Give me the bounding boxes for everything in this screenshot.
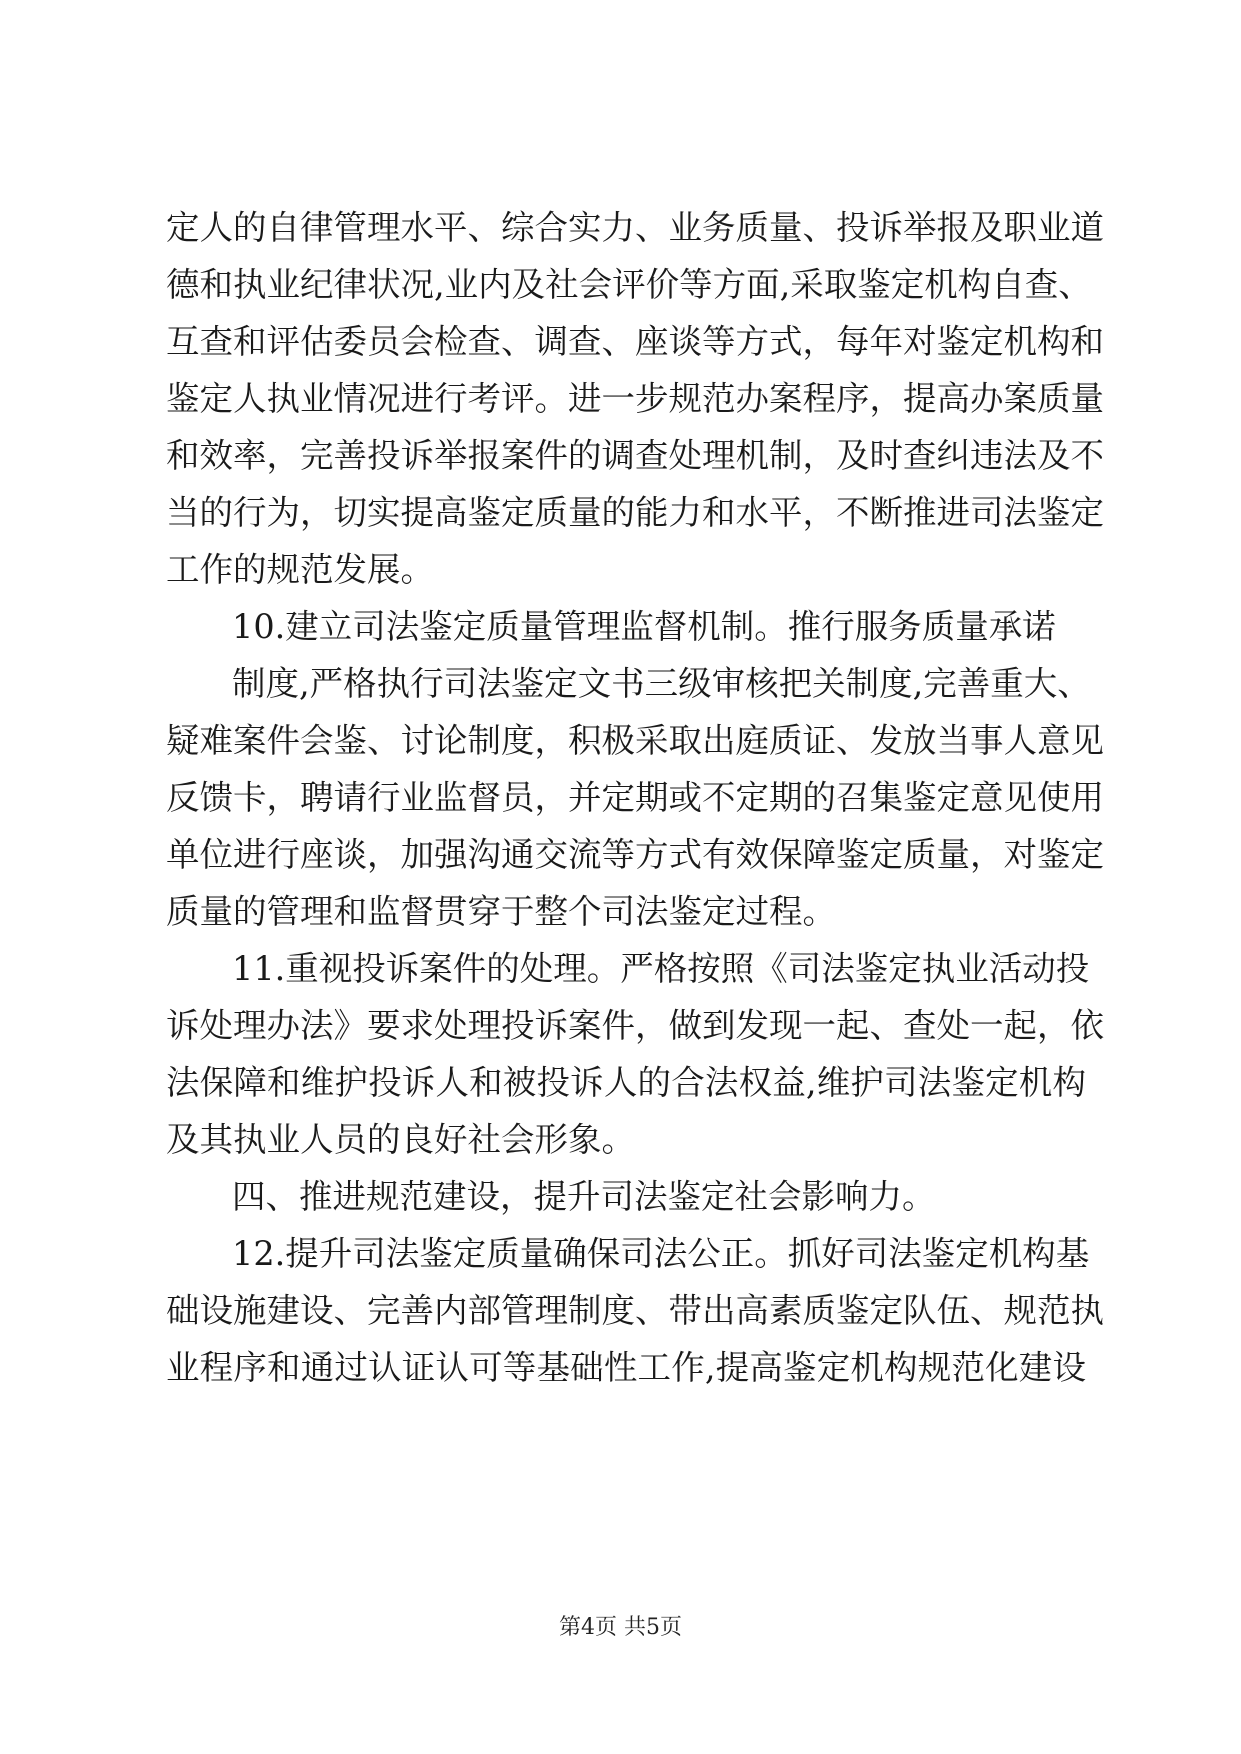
body-text-line: 础设施建设、完善内部管理制度、带出高素质鉴定队伍、规范执 — [166, 1291, 1104, 1330]
section-heading-11: 11.重视投诉案件的处理。严格按照《司法鉴定执业活动投 — [232, 949, 1090, 988]
body-text-line: 及其执业人员的良好社会形象。 — [166, 1120, 635, 1159]
body-text-line: 互查和评估委员会检查、调查、座谈等方式，每年对鉴定机构和 — [166, 322, 1104, 361]
body-text-line: 工作的规范发展。 — [166, 550, 434, 589]
section-heading-12: 12.提升司法鉴定质量确保司法公正。抓好司法鉴定机构基 — [232, 1234, 1090, 1273]
section-heading-4: 四、推进规范建设，提升司法鉴定社会影响力。 — [232, 1177, 936, 1216]
body-text-line: 质量的管理和监督贯穿于整个司法鉴定过程。 — [166, 892, 836, 931]
section-heading-10: 10.建立司法鉴定质量管理监督机制。推行服务质量承诺 — [232, 607, 1056, 646]
body-text-line: 德和执业纪律状况,业内及社会评价等方面,采取鉴定机构自查、 — [166, 265, 1092, 304]
body-text-line: 法保障和维护投诉人和被投诉人的合法权益,维护司法鉴定机构 — [166, 1063, 1086, 1102]
body-text-line: 和效率，完善投诉举报案件的调查处理机制，及时查纠违法及不 — [166, 436, 1104, 475]
body-text-line: 当的行为，切实提高鉴定质量的能力和水平，不断推进司法鉴定 — [166, 493, 1104, 532]
body-text-line: 鉴定人执业情况进行考评。进一步规范办案程序，提高办案质量 — [166, 379, 1104, 418]
body-text-line: 业程序和通过认证认可等基础性工作,提高鉴定机构规范化建设 — [166, 1348, 1086, 1387]
body-text-line: 制度,严格执行司法鉴定文书三级审核把关制度,完善重大、 — [232, 664, 1091, 703]
body-text-line: 诉处理办法》要求处理投诉案件，做到发现一起、查处一起，依 — [166, 1006, 1104, 1045]
body-text-line: 疑难案件会鉴、讨论制度，积极采取出庭质证、发放当事人意见 — [166, 721, 1104, 760]
body-text-line: 单位进行座谈，加强沟通交流等方式有效保障鉴定质量，对鉴定 — [166, 835, 1104, 874]
body-text-line: 定人的自律管理水平、综合实力、业务质量、投诉举报及职业道 — [166, 208, 1104, 247]
body-text-line: 反馈卡，聘请行业监督员，并定期或不定期的召集鉴定意见使用 — [166, 778, 1104, 817]
page-footer: 第4页 共5页 — [559, 1615, 682, 1640]
